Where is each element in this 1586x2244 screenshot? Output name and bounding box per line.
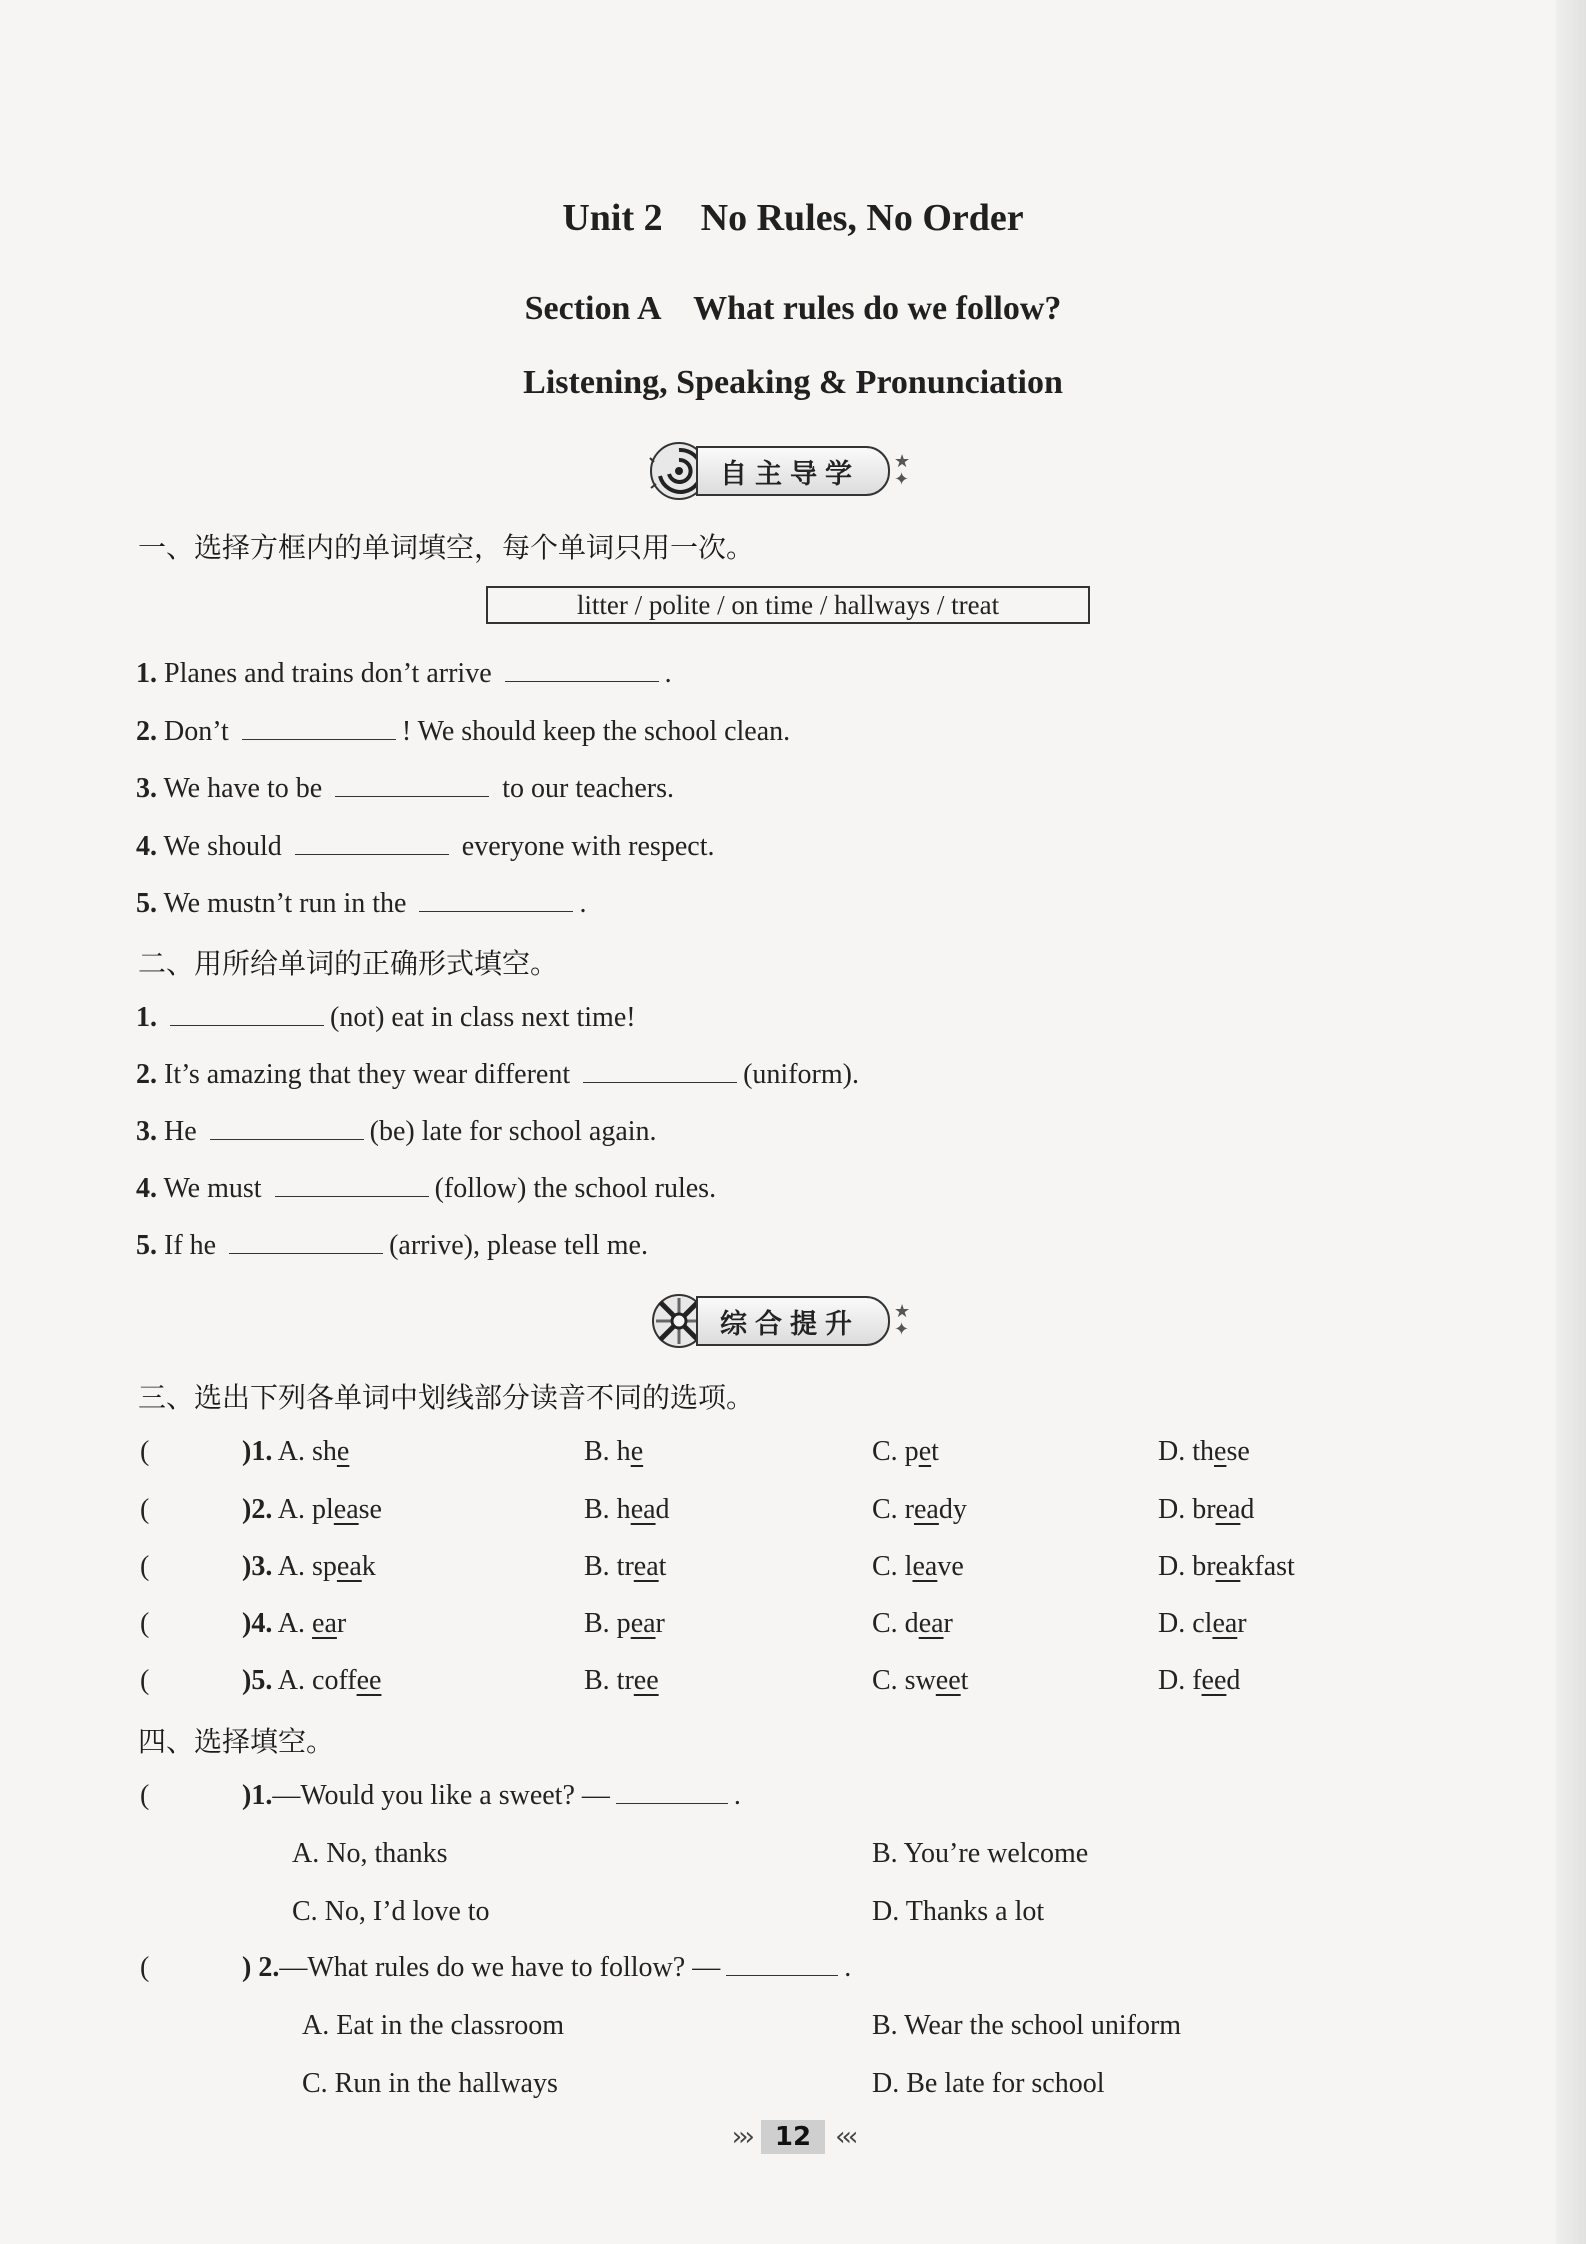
option-b[interactable]: B. You’re welcome [872, 1838, 1089, 1869]
p1-item-5: 5. We mustn’t run in the . [136, 888, 587, 919]
option-c[interactable]: C. No, I’d love to [292, 1896, 490, 1927]
answer-blank[interactable] [275, 1174, 429, 1197]
answer-paren[interactable]: ( [140, 1494, 150, 1525]
page-edge [1556, 0, 1586, 2244]
p2-item-3: 3. He (be) late for school again. [136, 1116, 657, 1147]
p2-item-4: 4. We must (follow) the school rules. [136, 1173, 717, 1204]
option-b[interactable]: B. Wear the school uniform [872, 2010, 1182, 2041]
answer-blank[interactable] [295, 832, 449, 855]
option-d[interactable]: D. Thanks a lot [872, 1896, 1045, 1927]
option-a[interactable]: A. Eat in the classroom [302, 2010, 565, 2041]
banner-self-study [648, 440, 910, 502]
answer-paren[interactable]: ( [140, 1780, 150, 1811]
p1-item-4: 4. We should everyone with respect. [136, 831, 715, 862]
word-box: litter / polite / on time / hallways / treat [486, 586, 1090, 624]
p1-item-1: 1. Planes and trains don’t arrive . [136, 658, 672, 689]
banner-label: 综合提升 [696, 1296, 890, 1346]
answer-paren[interactable]: ( [140, 1608, 150, 1639]
option-d[interactable]: D. Be late for school [872, 2068, 1105, 2099]
chevron-left-icon: ‹‹‹ [835, 2122, 855, 2152]
answer-blank[interactable] [505, 659, 659, 682]
part3-heading: 三、选出下列各单词中划线部分读音不同的选项。 [138, 1381, 755, 1414]
page-number: 12 [761, 2120, 825, 2154]
option-a[interactable]: A. No, thanks [292, 1838, 448, 1869]
answer-blank[interactable] [335, 774, 489, 797]
p1-item-3: 3. We have to be to our teachers. [136, 773, 675, 804]
part4-heading: 四、选择填空。 [138, 1725, 335, 1758]
p2-item-1: 1. (not) eat in class next time! [136, 1002, 636, 1033]
chevron-right-icon: ››› [731, 2122, 751, 2152]
p1-item-2: 2. Don’t ! We should keep the school clean. [136, 716, 791, 747]
answer-blank[interactable] [616, 1781, 728, 1804]
star-decoration-icon: ★ ✦ [894, 1301, 911, 1340]
section-title: Section A What rules do we follow? [524, 290, 1062, 327]
p2-item-2: 2. It’s amazing that they wear different (uniform). [136, 1059, 859, 1090]
answer-blank[interactable] [170, 1003, 324, 1026]
part2-heading: 二、用所给单词的正确形式填空。 [138, 947, 559, 980]
banner-label: 自主导学 [696, 446, 890, 496]
unit-title: Unit 2 No Rules, No Order [562, 197, 1024, 239]
answer-paren[interactable]: ( [140, 1952, 150, 1983]
banner-comprehensive [648, 1290, 910, 1352]
answer-paren[interactable]: ( [140, 1436, 150, 1467]
answer-blank[interactable] [419, 889, 573, 912]
answer-paren[interactable]: ( [140, 1551, 150, 1582]
p2-item-5: 5. If he (arrive), please tell me. [136, 1230, 648, 1261]
option-c[interactable]: C. Run in the hallways [302, 2068, 558, 2099]
part1-heading: 一、选择方框内的单词填空，每个单词只用一次。 [138, 531, 755, 564]
answer-paren[interactable]: ( [140, 1665, 150, 1696]
subsection-title: Listening, Speaking & Pronunciation [523, 364, 1063, 401]
answer-blank[interactable] [210, 1117, 364, 1140]
answer-blank[interactable] [242, 717, 396, 740]
answer-blank[interactable] [583, 1060, 737, 1083]
page-footer [0, 2120, 1586, 2154]
answer-blank[interactable] [229, 1231, 383, 1254]
worksheet-page: Unit 2 No Rules, No Order Section A What rules do we follow? Listening, Speaking & Pronunciation 自主导学 ★ ✦ 一、选择方框内的单词填空，每个单词只用一次。 litter / polite / on time / hallways / treat 1. Planes and trains don’t arrive . 2. Don’t ! We should keep the school clean. 3. We have to be to our teachers. 4. We should everyone with respect. 5. We mustn’t run in the . 二、用所给单词的正确形式填空。 1. (not) eat in class next time! 2. It’s amazing that they wear different (uniform). 3. He (be) late for school again. 4. We must (follow) the school rules. 5. If he (arrive), please tell me. 综合提升 ★ ✦ 三、选出下列各单词中划线部分读音不同的选项。 ( )1. A. she B. he C. pet D. these ( )2. A. please B. head C. ready D. bread ( )3. A. speak B. treat C. leave D. breakfast ( )4. A. ear B. pear C. dear D. clear ( )5. A. coffee B. tree C. sweet D. feed 四、选择填空。 ( )1.—Would you like a sweet? — . A. No, thanks B. You’re welcome C. No, I’d love to D. Thanks a lot ( ) 2.—What rules do we have to follow? — . A. Eat in the classroom B. Wear the school uniform C. Run in the hallways D. Be late for school ››› 12 ‹‹‹ [0, 0, 1586, 2244]
star-decoration-icon: ★ ✦ [894, 451, 911, 490]
answer-blank[interactable] [726, 1953, 838, 1976]
